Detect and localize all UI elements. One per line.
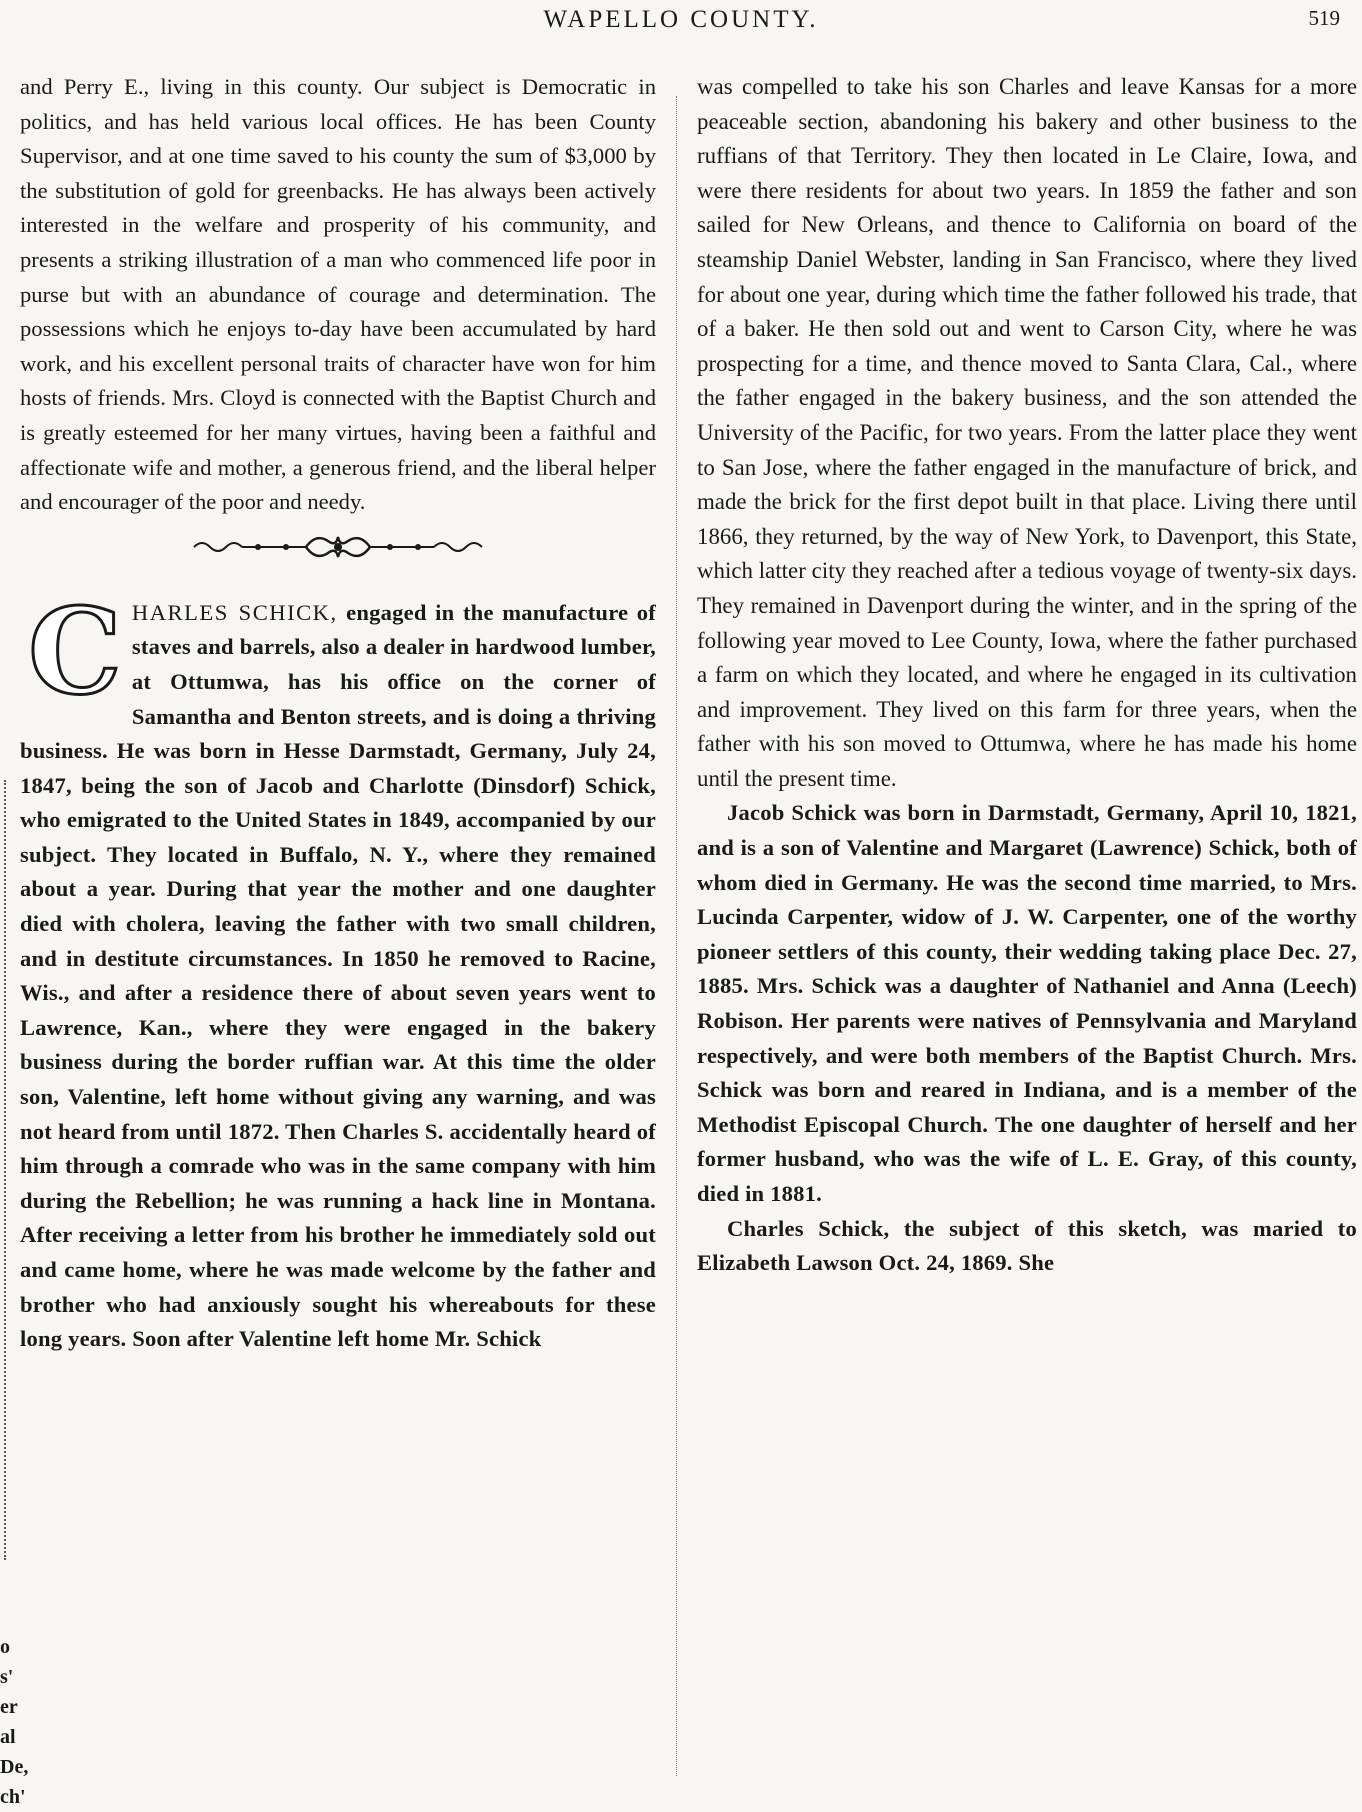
margin-fragment: s' [0,1666,14,1688]
left-column [20,70,656,1357]
jacob-schick-paragraph: Jacob Schick was born in Darmstadt, Germany, April 10, 1821, and is a son of Valentine and Margaret (Lawrence) Schick, both of whom died in Germany. He was the second time married, to Mrs. Lucinda Carpenter, widow of J. W. Carpenter, one of the worthy pioneer settlers of this county, their wedding taking place Dec. 27, 1885. Mrs. Schick was a daughter of Nathaniel and Anna (Leech) Robison. Her parents were natives of Pennsylvania and Maryland respectively, and were both members of the Baptist Church. Mrs. Schick was born and reared in Indiana, and is a member of the Methodist Episcopal Church. The one daughter of herself and her former husband, who was the wife of L. E. Gray, of this county, died in 1881. [697,800,1357,1206]
margin-fragment: De, [0,1756,29,1778]
margin-fragment: al [0,1726,16,1748]
charles-schick-marriage-paragraph: Charles Schick, the subject of this sketch, was maried to Elizabeth Lawson Oct. 24, 1869. She [697,1215,1357,1276]
left-margin-rule [4,780,6,1560]
right-column [697,70,1357,1281]
margin-fragment: o [0,1636,10,1658]
column-rule [676,96,677,1776]
margin-fragment: er [0,1696,18,1718]
schick-bio-text: engaged in the manufacture of staves and barrels, also a dealer in hardwood lumber, at Ottumwa, has his office on the corner of Samantha and Benton streets, and is doing a thriving business. He was born in Hesse Darmstadt, Germany, July 24, 1847, being the son of Jacob and Charlotte (Dinsdorf) Schick, who emigrated to the United States in 1849, accompanied by our subject. They located in Buffalo, N. Y., where they remained about a year. During that year the mother and one daughter died with cholera, leaving the father with two small children, and in destitute circumstances. In 1850 he removed to Racine, Wis., and after a residence there of about seven years went to Lawrence, Kan., where they were engaged in the bakery business during the border ruffian war. At this time the older son, Valentine, left home without giving any warning, and was not heard from until 1872. Then Charles S. accidentally heard of him through a comrade who was in the same company with him during the Rebellion; he was running a hack line in Montana. After receiving a letter from his brother he immediately sold out and came home, where he was made welcome by the father and brother who had anxiously sought his whereabouts for these long years. Soon after Valentine left home Mr. Schick [20,599,657,1352]
bio-subject-name: HARLES SCHICK, [131,599,338,625]
page-header [0,6,1362,40]
schick-bio-opening [20,581,657,1357]
section-ornament [20,530,656,568]
ornament-divider-icon [188,530,488,564]
page-number: 519 [1308,6,1340,30]
cloyd-bio-continuation: and Perry E., living in this county. Our subject is Democratic in politics, and has held various local offices. He has been County Supervisor, and at one time saved to his county the sum of $3,000 by the substitution of gold for greenbacks. He has always been actively interested in the welfare and prosperity of his community, and presents a striking illustration of a man who commenced life poor in purse but with an abundance of courage and determination. The possessions which he enjoys to-day have been accumulated by hard work, and his excellent personal traits of character have won for him hosts of friends. Mrs. Cloyd is connected with the Baptist Church and is greatly esteemed for her many virtues, having been a faithful and affectionate wife and mother, a generous friend, and the liberal helper and encourager of the poor and needy. [20,74,656,515]
running-head: WAPELLO COUNTY. [543,6,819,33]
schick-bio-continuation: was compelled to take his son Charles and leave Kansas for a more peaceable section, abandoning his bakery and other business to the ruffians of that Territory. They then located in Le Claire, Iowa, and were there residents for about two years. In 1859 the father and son sailed for New Orleans, and thence to California on board of the steamship Daniel Webster, landing in San Francisco, where they lived for about one year, during which time the father followed his trade, that of a baker. He then sold out and went to Carson City, where he was prospecting for a time, and thence moved to Santa Clara, Cal., where the father engaged in the bakery business, and the son attended the University of the Pacific, for two years. From the latter place they went to San Jose, where the father engaged in the manufacture of brick, and made the brick for the first depot built in that place. Living there until 1866, they returned, by the way of New York, to Davenport, this State, which latter city they reached after a tedious voyage of twenty-six days. They remained in Davenport during the winter, and in the spring of the following year moved to Lee County, Iowa, where the father purchased a farm on which they located, and where he engaged in its cultivation and improvement. They lived on this farm for three years, when the father with his son moved to Ottumwa, where he has made his home until the present time. [697,74,1357,791]
drop-cap: C [28,581,122,721]
margin-fragment: ch' [0,1786,26,1808]
margin-fragments [0,1632,29,1812]
